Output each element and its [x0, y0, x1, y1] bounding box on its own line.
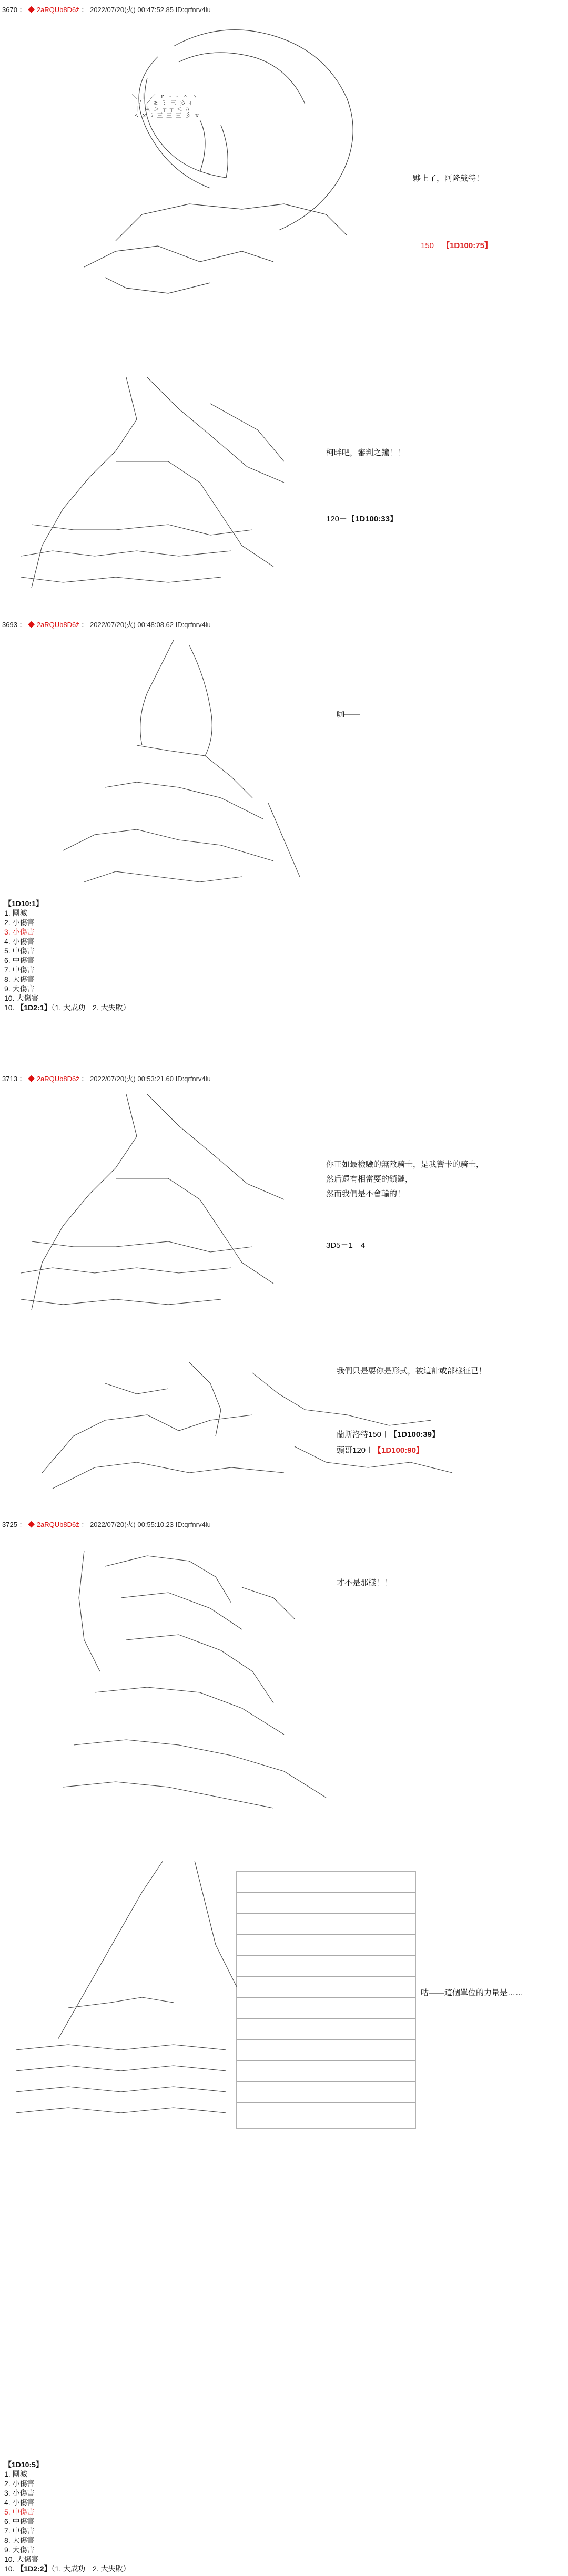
- dialog-line: 咖——: [337, 710, 361, 719]
- post-number[interactable]: 3670: [2, 6, 17, 14]
- roll-prefix: 120＋: [326, 515, 348, 524]
- post-meta: 2022/07/20(火) 00:53:21.60 ID:qrfnrv4lu: [90, 1075, 211, 1083]
- post-header: 3725 ： ◆ 2aRQUb8D6ž ： 2022/07/20(火) 00:55:10.23 ID:qrfnrv4lu: [2, 1521, 211, 1528]
- dialog-line: 然而我們是不會輸的！: [326, 1189, 405, 1198]
- post-3693: [0, 619, 568, 1145]
- dice-roll-value: 【1D2:2】: [16, 2564, 52, 2573]
- result-table: [4, 899, 130, 1012]
- list-item: 6. 中傷害: [4, 956, 35, 964]
- trip-diamond-icon: ◆: [28, 1075, 35, 1083]
- ascii-art-upper: [42, 1535, 337, 1829]
- list-item: 10. 大傷害: [4, 994, 39, 1002]
- ascii-art-upper: [53, 15, 379, 309]
- dice-roll-line: [421, 240, 492, 251]
- dice-roll-value: 【1D2:1】: [16, 1003, 52, 1012]
- post-3725: [0, 1519, 568, 2576]
- result-line: 10. 【1D2:2】（1. 大成功 2. 大失敗）: [4, 2564, 130, 2573]
- post-meta: 2022/07/20(火) 00:55:10.23 ID:qrfnrv4lu: [90, 1521, 211, 1528]
- dice-roll-value: 【1D100:39】: [389, 1430, 440, 1439]
- post-meta: 2022/07/20(火) 00:47:52.85 ID:qrfnrv4lu: [90, 6, 211, 14]
- dice-roll-line: [326, 513, 398, 524]
- list-item: 5. 中傷害: [4, 947, 35, 955]
- post-number[interactable]: 3693: [2, 621, 17, 629]
- list-item: 7. 中傷害: [4, 2527, 35, 2535]
- post-header: 3713 ： ◆ 2aRQUb8D6ž ： 2022/07/20(火) 00:53:21.60 ID:qrfnrv4lu: [2, 1075, 211, 1083]
- dialog-line: 我們只是要你是形式，被這計或部樣征已！: [337, 1367, 487, 1376]
- list-item-highlighted: 3. 小傷害: [4, 928, 35, 936]
- post-number[interactable]: 3725: [2, 1521, 17, 1528]
- dice-roll-line: [337, 1429, 440, 1440]
- poster-name: 2aRQUb8D6ž: [36, 621, 79, 629]
- table-title: 【1D10:1】: [4, 899, 43, 908]
- list-item: 8. 大傷害: [4, 975, 35, 983]
- dice-formula: 3D5＝1＋4: [326, 1241, 366, 1250]
- result-table: [4, 2460, 130, 2573]
- post-number[interactable]: 3713: [2, 1075, 17, 1083]
- list-item: 9. 大傷害: [4, 984, 35, 993]
- list-item: 3. 小傷害: [4, 2489, 35, 2497]
- ascii-art-lower: [11, 356, 305, 598]
- list-item: 2. 小傷害: [4, 2479, 35, 2488]
- list-item: 8. 大傷害: [4, 2536, 35, 2544]
- dialog-line: 咕——這個單位的力量是……: [421, 1988, 524, 1997]
- table-title: 【1D10:5】: [4, 2460, 43, 2469]
- list-item: 6. 中傷害: [4, 2517, 35, 2526]
- trip-diamond-icon: ◆: [28, 1521, 35, 1528]
- post-header: 3670 ： ◆ 2aRQUb8D6ž ： 2022/07/20(火) 00:47:52.85 ID:qrfnrv4lu: [2, 6, 211, 14]
- dialog-line: 柯畔吧，審判之鐘！！: [326, 448, 405, 457]
- roll-prefix: 頭哥120＋: [337, 1446, 374, 1455]
- list-item: 4. 小傷害: [4, 2498, 35, 2507]
- roll-prefix: 蘭斯洛特150＋: [337, 1430, 390, 1439]
- dialog-line: 才不是那樣！！: [337, 1578, 392, 1587]
- dialog-line: 然后還有相當要的鎖鏈，: [326, 1175, 413, 1184]
- list-item: 9. 大傷害: [4, 2546, 35, 2554]
- result-line: 10. 【1D2:1】（1. 大成功 2. 大失敗）: [4, 1003, 130, 1012]
- dice-roll-line: [337, 1444, 424, 1455]
- list-item: 1. 團滅: [4, 2470, 27, 2478]
- dialog-line: 你正如最檢驗的無敵騎士，是我響卡的騎士，: [326, 1160, 484, 1169]
- roll-prefix: 150＋: [421, 241, 442, 250]
- trip-diamond-icon: ◆: [28, 621, 35, 629]
- list-item: 1. 團滅: [4, 909, 27, 917]
- list-item: 2. 小傷害: [4, 918, 35, 927]
- ascii-art-upper: [11, 1089, 305, 1326]
- post-header: 3693 ： ◆ 2aRQUb8D6ž ： 2022/07/20(火) 00:48:08.62 ID:qrfnrv4lu: [2, 621, 211, 629]
- dice-roll-value: 【1D100:90】: [373, 1446, 424, 1455]
- list-item: 7. 中傷害: [4, 966, 35, 974]
- dice-roll-value: 【1D100:33】: [347, 515, 398, 524]
- poster-name: 2aRQUb8D6ž: [36, 6, 79, 14]
- dice-roll-value: 【1D100:75】: [442, 241, 492, 250]
- poster-name: 2aRQUb8D6ž: [36, 1075, 79, 1083]
- dialog-line: 夥上了，阿隆戴特！: [413, 174, 484, 183]
- ascii-art: [32, 630, 326, 903]
- poster-name: 2aRQUb8D6ž: [36, 1521, 79, 1528]
- list-item: 4. 小傷害: [4, 937, 35, 946]
- list-item: 10. 大傷害: [4, 2555, 39, 2563]
- ascii-art-text: ＼ ｜ ／ ｒ ‐ ‐ ＾ ヽ ﾉ ／ ≧ ミ 三 彡 ｨ ｜ 从 ＞ ┬ ┬ ＜ ﾊ ﾍ ｘ ﾐ 三 三 三 彡 ｘ: [131, 93, 200, 119]
- post-meta: 2022/07/20(火) 00:48:08.62 ID:qrfnrv4lu: [90, 621, 211, 629]
- list-item-highlighted: 5. 中傷害: [4, 2508, 35, 2516]
- trip-diamond-icon: ◆: [28, 6, 35, 14]
- post-3670: [0, 4, 568, 619]
